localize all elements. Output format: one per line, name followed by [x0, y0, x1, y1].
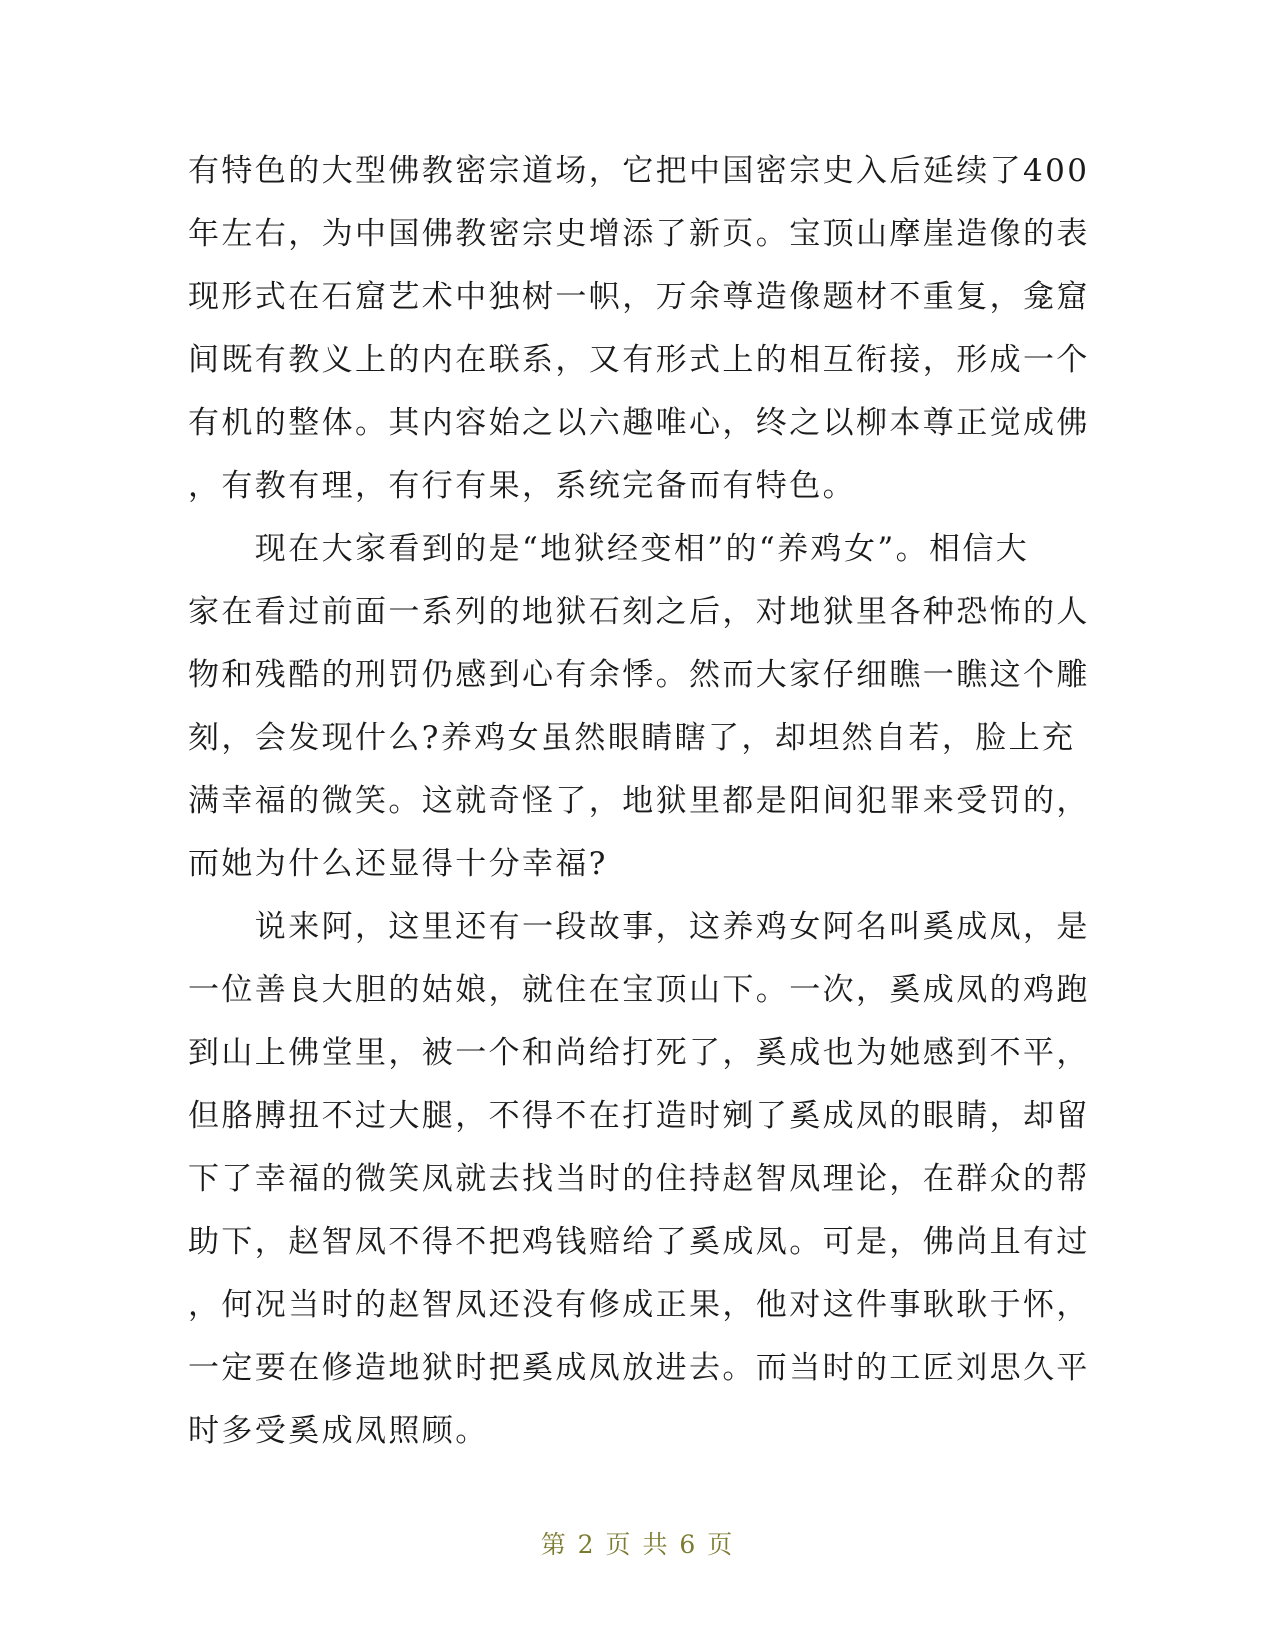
- text-line: 刻，会发现什么?养鸡女虽然眼睛瞎了，却坦然自若，脸上充: [188, 720, 1076, 756]
- text-line: 一定要在修造地狱时把奚成凤放进去。而当时的工匠刘思久平: [188, 1350, 1090, 1386]
- text-line: ，何况当时的赵智凤还没有修成正果，他对这件事耿耿于怀，: [188, 1287, 1090, 1323]
- page-number: 第 2 页 共 6 页: [540, 1530, 735, 1559]
- text-line: 物和残酷的刑罚仍感到心有余悸。然而大家仔细瞧一瞧这个雕: [188, 657, 1090, 693]
- page-footer: [0, 1525, 1275, 1561]
- text-line: 下了幸福的微笑凤就去找当时的住持赵智凤理论，在群众的帮: [188, 1161, 1090, 1197]
- text-line: 间既有教义上的内在联系，又有形式上的相互衔接，形成一个: [188, 342, 1090, 378]
- text-line: 有特色的大型佛教密宗道场，它把中国密宗史入后延续了400: [188, 153, 1090, 189]
- text-line: 家在看过前面一系列的地狱石刻之后，对地狱里各种恐怖的人: [188, 594, 1090, 630]
- text-line: 一位善良大胆的姑娘，就住在宝顶山下。一次，奚成凤的鸡跑: [188, 972, 1090, 1008]
- text-line: 时多受奚成凤照顾。: [188, 1413, 489, 1449]
- text-line: 满幸福的微笑。这就奇怪了，地狱里都是阳间犯罪来受罚的，: [188, 783, 1090, 819]
- text-line: 助下，赵智凤不得不把鸡钱赔给了奚成凤。可是，佛尚且有过: [188, 1224, 1090, 1260]
- text-line: 现形式在石窟艺术中独树一帜，万余尊造像题材不重复，龛窟: [188, 279, 1090, 315]
- text-line: 年左右，为中国佛教密宗史增添了新页。宝顶山摩崖造像的表: [188, 216, 1090, 252]
- text-line: 有机的整体。其内容始之以六趣唯心，终之以柳本尊正觉成佛: [188, 405, 1090, 441]
- text-line: 而她为什么还显得十分幸福?: [188, 846, 608, 882]
- text-line: 说来阿，这里还有一段故事，这养鸡女阿名叫奚成凤，是: [188, 909, 1090, 945]
- body-text: [188, 140, 1088, 1463]
- text-line: 但胳膊扭不过大腿，不得不在打造时剜了奚成凤的眼睛，却留: [188, 1098, 1090, 1134]
- text-line: 到山上佛堂里，被一个和尚给打死了，奚成也为她感到不平，: [188, 1035, 1090, 1071]
- text-line: 现在大家看到的是“地狱经变相”的“养鸡女”。相信大: [188, 531, 1030, 567]
- text-line: ，有教有理，有行有果，系统完备而有特色。: [188, 468, 856, 504]
